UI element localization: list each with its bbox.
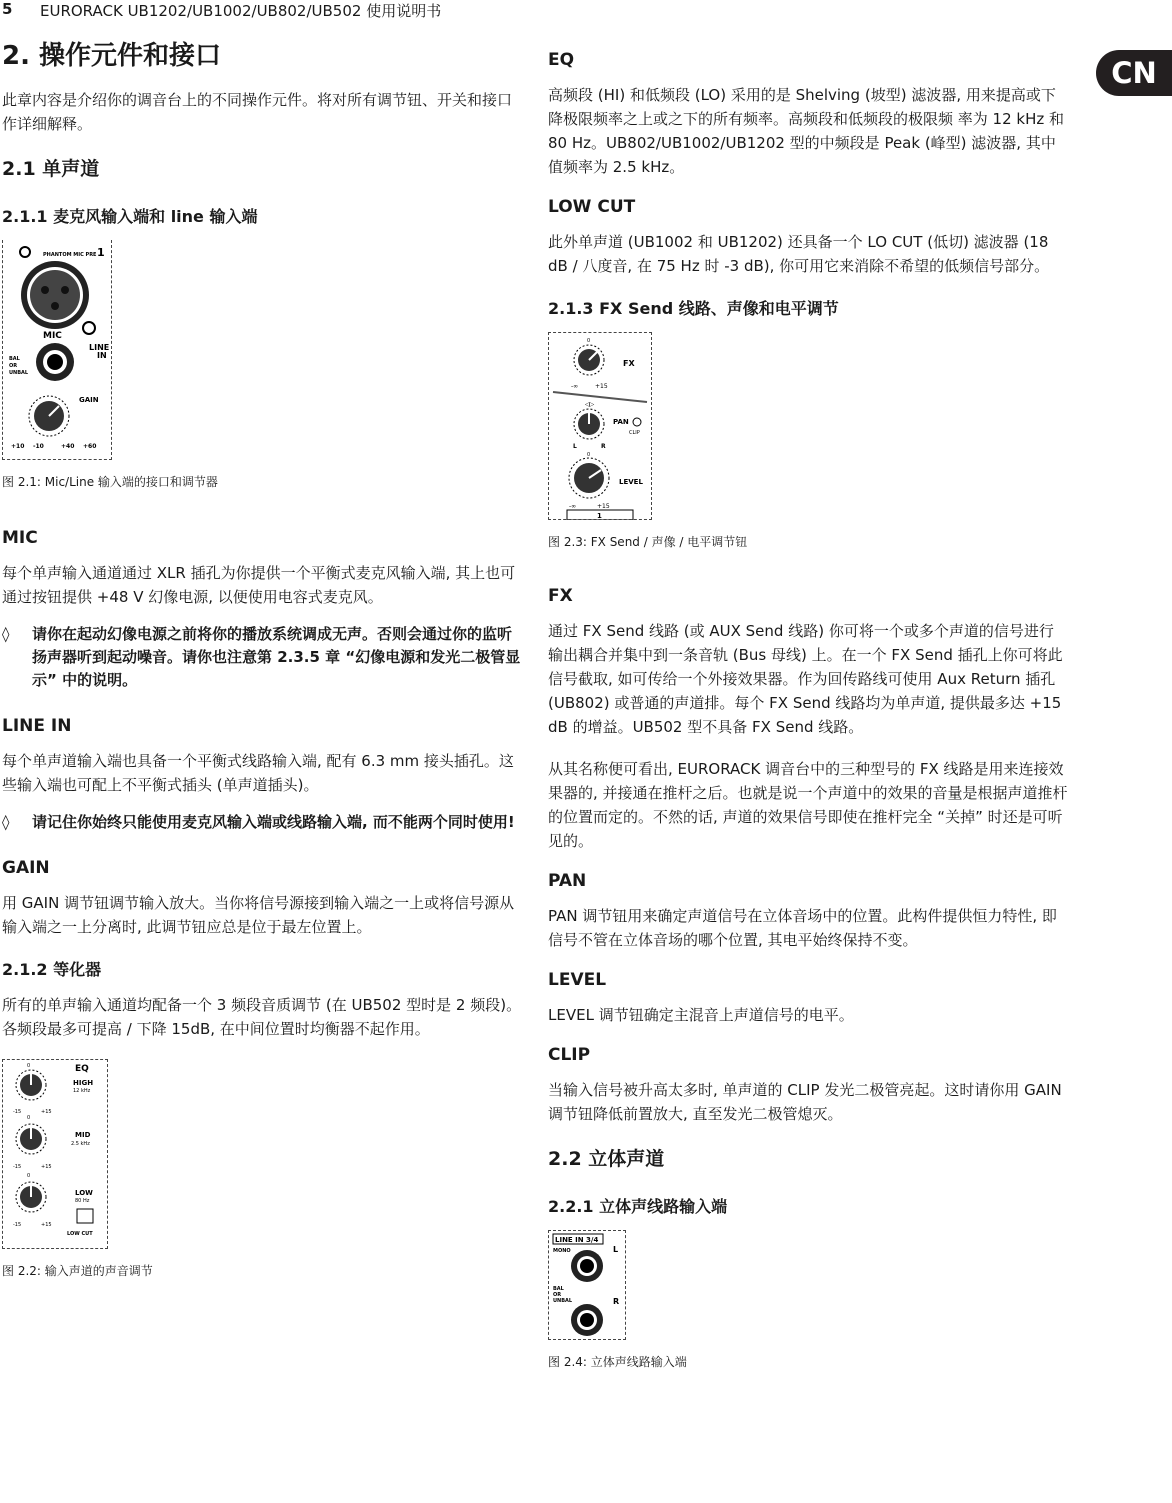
language-badge: CN — [1096, 50, 1172, 96]
gain-text: 用 GAIN 调节钮调节输入放大。当你将信号源接到输入端之一上或将信号源从输入端之一上分离时, 此调节钮应总是位于最左位置上。 — [2, 893, 515, 936]
mic-line-panel — [2, 240, 112, 460]
pan-heading: PAN — [548, 871, 587, 891]
mic-label: MIC — [43, 330, 62, 341]
mid-zero-label: 0 — [27, 1114, 31, 1121]
high-max-label: +15 — [41, 1108, 52, 1115]
low-min-label: -15 — [13, 1221, 22, 1228]
pan-r-label: R — [601, 443, 606, 450]
in-label: IN — [97, 350, 107, 360]
clip-led — [633, 418, 641, 426]
gain-scale-2: -10 — [33, 442, 44, 450]
fx-text-2: 从其名称便可看出, EURORACK 调音台中的三种型号的 FX 线路是用来连接效果器的, 并接通在推杆之后。也就是说一个声道中的效果的音量是根据声道推杆的位置而定的。不然的话, 声道的效果信号即使在推杆完全 “关掉” 时还是可听见的。 — [548, 760, 1068, 850]
eq-intro-text: 所有的单声输入通道均配备一个 3 频段音质调节 (在 UB502 型时是 2 频段)。各频段最多可提高 / 下降 15dB, 在中间位置时均衡器不起作用。 — [2, 995, 522, 1038]
stereo-bal-label: BAL — [553, 1286, 564, 1292]
figure-2-3-caption: 图 2.3: FX Send / 声像 / 电平调节钮 — [548, 535, 748, 549]
fx-min-label: -∞ — [571, 383, 579, 390]
right-channel-label: R — [613, 1297, 620, 1306]
fx-text: 通过 FX Send 线路 (或 AUX Send 线路) 你可将一个或多个声道的信号进行输出耦合并集中到一条音轨 (Bus 母线) 上。在一个 FX Send 插孔上你可将此信号截取, 如可传给一个外接效果器。作为回传路线可使用 Aux Return 插孔 (UB802) 或普通的声道排。每个 FX Send 线路均为单声道, 提供最多达 +15 dB 的增益。UB502 型不具备 FX Send 线路。 — [548, 622, 1063, 736]
mid-max-label: +15 — [41, 1163, 52, 1170]
mid-min-label: -15 — [13, 1163, 22, 1170]
level-text: LEVEL 调节钮确定主混音上声道信号的电平。 — [548, 1006, 854, 1024]
chapter-title: 2. 操作元件和接口 — [2, 41, 222, 71]
left-channel-label: L — [613, 1245, 619, 1254]
unbal-label: UNBAL — [9, 369, 29, 376]
phantom-power-note: ◊ 请你在起动幻像电源之前将你的播放系统调成无声。否则会通过你的监听扬声器听到起动噪音。请你也注意第 2.3.5 章 “幻像电源和发光二极管显示” 中的说明。 — [2, 623, 522, 692]
mid-label: MID — [75, 1130, 91, 1139]
low-cut-label: LOW CUT — [67, 1230, 93, 1237]
gain-scale-1: +10 — [11, 442, 25, 450]
low-zero-label: 0 — [27, 1172, 31, 1179]
section-2-1-title: 2.1 单声道 — [2, 157, 100, 180]
line-in-heading: LINE IN — [2, 715, 72, 736]
figure-2-3 — [548, 332, 652, 520]
low-freq-label: 80 Hz — [75, 1197, 90, 1204]
low-cut-text: 此外单声道 (UB1002 和 UB1202) 还具备一个 LO CUT (低切) 滤波器 (18 dB / 八度音, 在 75 Hz 时 -3 dB), 你可用它来消除不希望的低频信号部分。 — [548, 233, 1050, 275]
eq-heading: EQ — [548, 50, 575, 70]
mic-heading: MIC — [2, 527, 38, 548]
level-heading: LEVEL — [548, 970, 607, 990]
fx-max-label: +15 — [595, 383, 608, 390]
or-label: OR — [9, 362, 18, 369]
mic-or-line-note: ◊ 请记住你始终只能使用麦克风输入端或线路输入端, 而不能两个同时使用! — [2, 811, 522, 834]
gain-label: GAIN — [79, 395, 99, 404]
clip-text: 当输入信号被升高太多时, 单声道的 CLIP 发光二极管亮起。这时请你用 GAIN 调节钮降低前置放大, 直至发光二极管熄灭。 — [548, 1081, 1062, 1123]
channel-strip-number: 1 — [597, 512, 602, 520]
release-button-icon[interactable] — [83, 322, 95, 334]
eq-label: EQ — [75, 1063, 89, 1074]
mono-label: MONO — [553, 1248, 571, 1254]
line-label: LINE — [89, 342, 110, 352]
section-2-1-1-title: 2.1.1 麦克风输入端和 line 输入端 — [2, 206, 258, 226]
level-max-label: +15 — [597, 503, 610, 510]
stereo-or-label: OR — [553, 1292, 562, 1298]
mic-text: 每个单声输入通道通过 XLR 插孔为你提供一个平衡式麦克风输入端, 其上也可通过按钮提供 +48 V 幻像电源, 以便使用电容式麦克风。 — [2, 563, 516, 606]
clip-heading: CLIP — [548, 1045, 591, 1065]
low-max-label: +15 — [41, 1221, 52, 1228]
right-column — [548, 50, 1068, 1374]
stereo-line-in-panel — [548, 1230, 626, 1340]
phantom-label: PHANTOM MIC PRE — [43, 251, 97, 258]
gain-scale-3: +40 — [61, 442, 75, 450]
figure-2-4 — [548, 1230, 626, 1340]
low-cut-switch[interactable] — [77, 1209, 93, 1223]
bal-label: BAL — [9, 355, 20, 362]
figure-2-1 — [2, 240, 112, 460]
level-min-label: -∞ — [569, 503, 577, 510]
fx-heading: FX — [548, 586, 573, 606]
pan-text: PAN 调节钮用来确定声道信号在立体音场中的位置。此构件提供恒力特性, 即信号不管在立体音场的哪个位置, 其电平始终保持不变。 — [548, 907, 1057, 949]
low-cut-heading: LOW CUT — [548, 197, 636, 217]
line-in-3-4-label: LINE IN 3/4 — [555, 1236, 599, 1244]
high-label: HIGH — [73, 1078, 94, 1087]
page-number: 5 — [2, 0, 13, 18]
section-2-1-3-title: 2.1.3 FX Send 线路、声像和电平调节 — [548, 299, 839, 318]
eq-text: 高频段 (HI) 和低频段 (LO) 采用的是 Shelving (坡型) 滤波器, 用来提高或下降极限频率之上或之下的所有频率。高频段和低频段的极限频 率为 12 kHz 和 80 Hz。UB802/UB1002/UB1202 型的中频段是 Peak (峰型) 滤波器, 其中值频率为 2.5 kHz。 — [548, 86, 1065, 176]
pan-label: PAN — [613, 418, 629, 426]
figure-2-1-caption: 图 2.1: Mic/Line 输入端的接口和调节器 — [2, 474, 218, 489]
pan-l-label: L — [573, 443, 577, 450]
channel-number: 1 — [97, 245, 105, 259]
diamond-bullet-icon: ◊ — [2, 624, 10, 643]
figure-2-4-caption: 图 2.4: 立体声线路输入端 — [548, 1355, 687, 1369]
fx-pan-level-panel — [548, 332, 652, 520]
svg-text:◁▷: ◁▷ — [585, 401, 595, 408]
level-zero-label: 0 — [587, 452, 591, 458]
figure-2-2 — [2, 1059, 108, 1249]
chapter-intro: 此章内容是介绍你的调音台上的不同操作元件。将对所有调节钮、开关和接口作详细解释。 — [2, 90, 513, 133]
gain-scale-4: +60 — [83, 442, 97, 450]
figure-2-2-caption: 图 2.2: 输入声道的声音调节 — [2, 1263, 153, 1278]
fx-zero-label: 0 — [587, 338, 591, 344]
high-min-label: -15 — [13, 1108, 22, 1115]
eq-panel — [2, 1059, 108, 1249]
stereo-unbal-label: UNBAL — [553, 1298, 573, 1304]
section-2-1-2-title: 2.1.2 等化器 — [2, 959, 102, 979]
level-label: LEVEL — [619, 478, 643, 486]
clip-label: CLIP — [629, 430, 640, 436]
screw-icon — [20, 247, 30, 257]
section-2-2-1-title: 2.2.1 立体声线路输入端 — [548, 1197, 728, 1216]
line-in-text: 每个单声道输入端也具备一个平衡式线路输入端, 配有 6.3 mm 接头插孔。这些输入端也可配上不平衡式插头 (单声道插头)。 — [2, 751, 514, 794]
mid-freq-label: 2.5 kHz — [71, 1140, 90, 1147]
high-zero-label: 0 — [27, 1062, 31, 1069]
section-2-2-title: 2.2 立体声道 — [548, 1148, 665, 1170]
left-column — [2, 40, 522, 1283]
diamond-bullet-icon: ◊ — [2, 812, 10, 831]
high-freq-label: 12 kHz — [73, 1087, 91, 1094]
fx-label: FX — [623, 359, 635, 368]
running-header: EURORACK UB1202/UB1002/UB802/UB502 使用说明书 — [40, 2, 442, 20]
low-label: LOW — [75, 1188, 93, 1197]
gain-heading: GAIN — [2, 857, 50, 878]
